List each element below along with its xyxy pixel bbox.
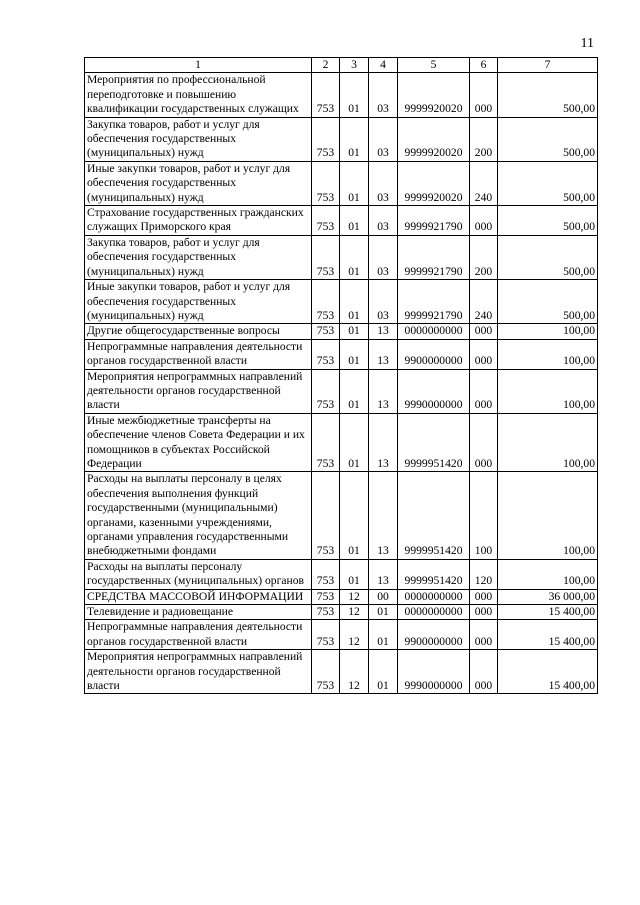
table-body: [85, 73, 598, 694]
cell-col-3: 01: [340, 559, 369, 589]
cell-col-2: 753: [312, 235, 340, 279]
amount-cell: 100,00: [498, 339, 598, 369]
cell-col-5: 0000000000: [398, 324, 470, 339]
cell-col-3: 01: [340, 369, 369, 413]
cell-col-5: 9990000000: [398, 369, 470, 413]
cell-col-3: 01: [340, 339, 369, 369]
cell-col-6: 000: [470, 206, 498, 236]
cell-col-2: 753: [312, 161, 340, 205]
cell-col-3: 01: [340, 235, 369, 279]
cell-col-6: 000: [470, 339, 498, 369]
cell-col-5: 9999951420: [398, 413, 470, 472]
cell-col-6: 240: [470, 280, 498, 324]
column-header: 3: [340, 58, 369, 73]
amount-cell: 100,00: [498, 413, 598, 472]
header-row: [85, 58, 598, 73]
cell-col-5: 9999921790: [398, 235, 470, 279]
row-name-cell: Расходы на выплаты персоналу в целях обеспечения выполнения функций государственными (муниципальными) органами, казенными учреждениями, органами управления государственными внебюджетными фондами: [85, 472, 312, 559]
cell-col-4: 03: [369, 161, 398, 205]
cell-col-3: 01: [340, 206, 369, 236]
column-header: 2: [312, 58, 340, 73]
row-name-cell: Иные закупки товаров, работ и услуг для обеспечения государственных (муниципальных) нужд: [85, 280, 312, 324]
cell-col-4: 03: [369, 235, 398, 279]
table-row: [85, 324, 598, 339]
cell-col-3: 12: [340, 620, 369, 650]
cell-col-2: 753: [312, 650, 340, 694]
table-row: [85, 206, 598, 236]
budget-table: [84, 57, 598, 694]
cell-col-2: 753: [312, 472, 340, 559]
amount-cell: 500,00: [498, 117, 598, 161]
cell-col-5: 9990000000: [398, 650, 470, 694]
amount-cell: 100,00: [498, 369, 598, 413]
cell-col-3: 01: [340, 324, 369, 339]
cell-col-4: 13: [369, 413, 398, 472]
amount-cell: 100,00: [498, 559, 598, 589]
table-row: [85, 339, 598, 369]
cell-col-6: 200: [470, 235, 498, 279]
cell-col-4: 13: [369, 339, 398, 369]
cell-col-6: 000: [470, 413, 498, 472]
cell-col-3: 12: [340, 605, 369, 620]
cell-col-5: 0000000000: [398, 605, 470, 620]
cell-col-6: 000: [470, 73, 498, 117]
amount-cell: 15 400,00: [498, 620, 598, 650]
row-name-cell: Иные межбюджетные трансферты на обеспечение членов Совета Федерации и их помощников в субъектах Российской Федерации: [85, 413, 312, 472]
amount-cell: 500,00: [498, 206, 598, 236]
cell-col-5: 9900000000: [398, 620, 470, 650]
cell-col-4: 03: [369, 73, 398, 117]
row-name-cell: Страхование государственных гражданских служащих Приморского края: [85, 206, 312, 236]
cell-col-6: 120: [470, 559, 498, 589]
row-name-cell: Закупка товаров, работ и услуг для обеспечения государственных (муниципальных) нужд: [85, 235, 312, 279]
cell-col-4: 13: [369, 472, 398, 559]
amount-cell: 500,00: [498, 73, 598, 117]
cell-col-6: 100: [470, 472, 498, 559]
cell-col-4: 03: [369, 206, 398, 236]
cell-col-2: 753: [312, 280, 340, 324]
table-row: [85, 589, 598, 604]
row-name-cell: Мероприятия непрограммных направлений деятельности органов государственной власти: [85, 369, 312, 413]
cell-col-3: 01: [340, 73, 369, 117]
table-row: [85, 369, 598, 413]
amount-cell: 15 400,00: [498, 650, 598, 694]
cell-col-3: 12: [340, 589, 369, 604]
cell-col-5: 0000000000: [398, 589, 470, 604]
amount-cell: 500,00: [498, 235, 598, 279]
row-name-cell: Расходы на выплаты персоналу государственных (муниципальных) органов: [85, 559, 312, 589]
row-name-cell: СРЕДСТВА МАССОВОЙ ИНФОРМАЦИИ: [85, 589, 312, 604]
cell-col-2: 753: [312, 413, 340, 472]
table-row: [85, 620, 598, 650]
cell-col-4: 01: [369, 620, 398, 650]
cell-col-2: 753: [312, 605, 340, 620]
column-header: 7: [498, 58, 598, 73]
cell-col-2: 753: [312, 559, 340, 589]
row-name-cell: Непрограммные направления деятельности органов государственной власти: [85, 339, 312, 369]
cell-col-6: 000: [470, 369, 498, 413]
cell-col-4: 13: [369, 559, 398, 589]
table-row: [85, 235, 598, 279]
cell-col-6: 000: [470, 620, 498, 650]
row-name-cell: Другие общегосударственные вопросы: [85, 324, 312, 339]
amount-cell: 100,00: [498, 324, 598, 339]
column-header: 4: [369, 58, 398, 73]
cell-col-4: 13: [369, 369, 398, 413]
column-header: 6: [470, 58, 498, 73]
cell-col-4: 03: [369, 280, 398, 324]
cell-col-6: 000: [470, 650, 498, 694]
amount-cell: 100,00: [498, 472, 598, 559]
table-row: [85, 559, 598, 589]
cell-col-5: 9999920020: [398, 161, 470, 205]
cell-col-2: 753: [312, 589, 340, 604]
table-row: [85, 117, 598, 161]
cell-col-2: 753: [312, 339, 340, 369]
cell-col-6: 000: [470, 605, 498, 620]
row-name-cell: Закупка товаров, работ и услуг для обеспечения государственных (муниципальных) нужд: [85, 117, 312, 161]
cell-col-6: 000: [470, 324, 498, 339]
cell-col-2: 753: [312, 73, 340, 117]
table-row: [85, 413, 598, 472]
row-name-cell: Мероприятия по профессиональной переподготовке и повышению квалификации государственных служащих: [85, 73, 312, 117]
row-name-cell: Иные закупки товаров, работ и услуг для обеспечения государственных (муниципальных) нужд: [85, 161, 312, 205]
row-name-cell: Телевидение и радиовещание: [85, 605, 312, 620]
cell-col-3: 01: [340, 280, 369, 324]
amount-cell: 500,00: [498, 280, 598, 324]
cell-col-2: 753: [312, 620, 340, 650]
cell-col-2: 753: [312, 324, 340, 339]
cell-col-3: 01: [340, 117, 369, 161]
amount-cell: 36 000,00: [498, 589, 598, 604]
cell-col-4: 03: [369, 117, 398, 161]
cell-col-3: 01: [340, 413, 369, 472]
cell-col-5: 9999921790: [398, 206, 470, 236]
cell-col-5: 9999951420: [398, 472, 470, 559]
page-number: 11: [580, 36, 594, 51]
cell-col-6: 000: [470, 589, 498, 604]
cell-col-6: 200: [470, 117, 498, 161]
cell-col-4: 00: [369, 589, 398, 604]
row-name-cell: Мероприятия непрограммных направлений деятельности органов государственной власти: [85, 650, 312, 694]
cell-col-3: 12: [340, 650, 369, 694]
cell-col-3: 01: [340, 472, 369, 559]
amount-cell: 500,00: [498, 161, 598, 205]
cell-col-5: 9999920020: [398, 73, 470, 117]
cell-col-4: 01: [369, 605, 398, 620]
table-row: [85, 472, 598, 559]
row-name-cell: Непрограммные направления деятельности органов государственной власти: [85, 620, 312, 650]
amount-cell: 15 400,00: [498, 605, 598, 620]
table-row: [85, 650, 598, 694]
column-header: 5: [398, 58, 470, 73]
cell-col-5: 9999921790: [398, 280, 470, 324]
table-row: [85, 161, 598, 205]
table-row: [85, 280, 598, 324]
cell-col-6: 240: [470, 161, 498, 205]
cell-col-5: 9999920020: [398, 117, 470, 161]
cell-col-2: 753: [312, 117, 340, 161]
cell-col-2: 753: [312, 369, 340, 413]
cell-col-2: 753: [312, 206, 340, 236]
table-row: [85, 73, 598, 117]
table-row: [85, 605, 598, 620]
cell-col-4: 01: [369, 650, 398, 694]
cell-col-5: 9999951420: [398, 559, 470, 589]
cell-col-5: 9900000000: [398, 339, 470, 369]
column-header: 1: [85, 58, 312, 73]
cell-col-3: 01: [340, 161, 369, 205]
cell-col-4: 13: [369, 324, 398, 339]
